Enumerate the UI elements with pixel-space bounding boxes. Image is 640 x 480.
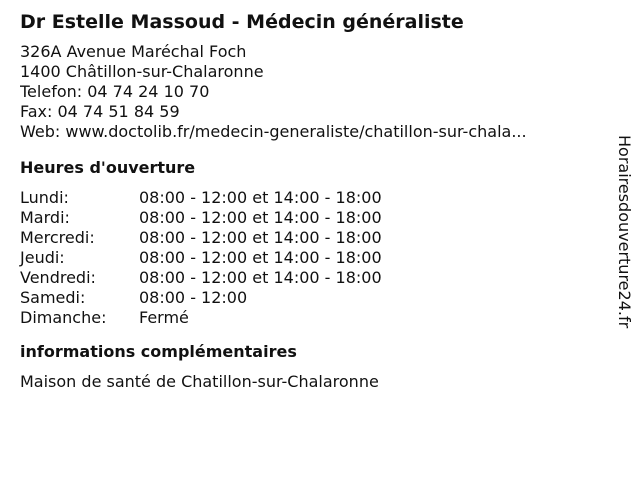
contact-block	[20, 42, 600, 142]
time-value: 08:00 - 12:00 et 14:00 - 18:00	[139, 268, 382, 287]
hours-row-lundi	[20, 188, 600, 208]
street-address: 326A Avenue Maréchal Foch	[20, 42, 247, 61]
hours-row-jeudi	[20, 248, 600, 268]
website-link: Web: www.doctolib.fr/medecin-generaliste/chatillon-sur-chala...	[20, 122, 527, 141]
day-label: Dimanche:	[20, 308, 107, 327]
time-value: Fermé	[139, 308, 189, 327]
watermark-text: Horairesdouverture24.fr	[615, 135, 634, 329]
business-card	[20, 8, 600, 392]
time-value: 08:00 - 12:00 et 14:00 - 18:00	[139, 208, 382, 227]
time-value: 08:00 - 12:00 et 14:00 - 18:00	[139, 188, 382, 207]
hours-row-samedi	[20, 288, 600, 308]
info-text: Maison de santé de Chatillon-sur-Chalaronne	[20, 372, 379, 391]
day-label: Samedi:	[20, 288, 86, 307]
hours-row-dimanche	[20, 308, 600, 328]
phone-number: Telefon: 04 74 24 10 70	[20, 82, 210, 101]
day-label: Lundi:	[20, 188, 69, 207]
hours-row-mardi	[20, 208, 600, 228]
hours-row-vendredi	[20, 268, 600, 288]
time-value: 08:00 - 12:00 et 14:00 - 18:00	[139, 248, 382, 267]
day-label: Vendredi:	[20, 268, 96, 287]
fax-number: Fax: 04 74 51 84 59	[20, 102, 180, 121]
time-value: 08:00 - 12:00	[139, 288, 248, 307]
day-label: Jeudi:	[20, 248, 65, 267]
hours-row-mercredi	[20, 228, 600, 248]
info-heading: informations complémentaires	[20, 342, 297, 361]
page-title: Dr Estelle Massoud - Médecin généraliste	[20, 11, 464, 33]
day-label: Mardi:	[20, 208, 70, 227]
day-label: Mercredi:	[20, 228, 95, 247]
time-value: 08:00 - 12:00 et 14:00 - 18:00	[139, 228, 382, 247]
hours-heading: Heures d'ouverture	[20, 158, 196, 177]
city-address: 1400 Châtillon-sur-Chalaronne	[20, 62, 264, 81]
hours-table	[20, 188, 600, 328]
